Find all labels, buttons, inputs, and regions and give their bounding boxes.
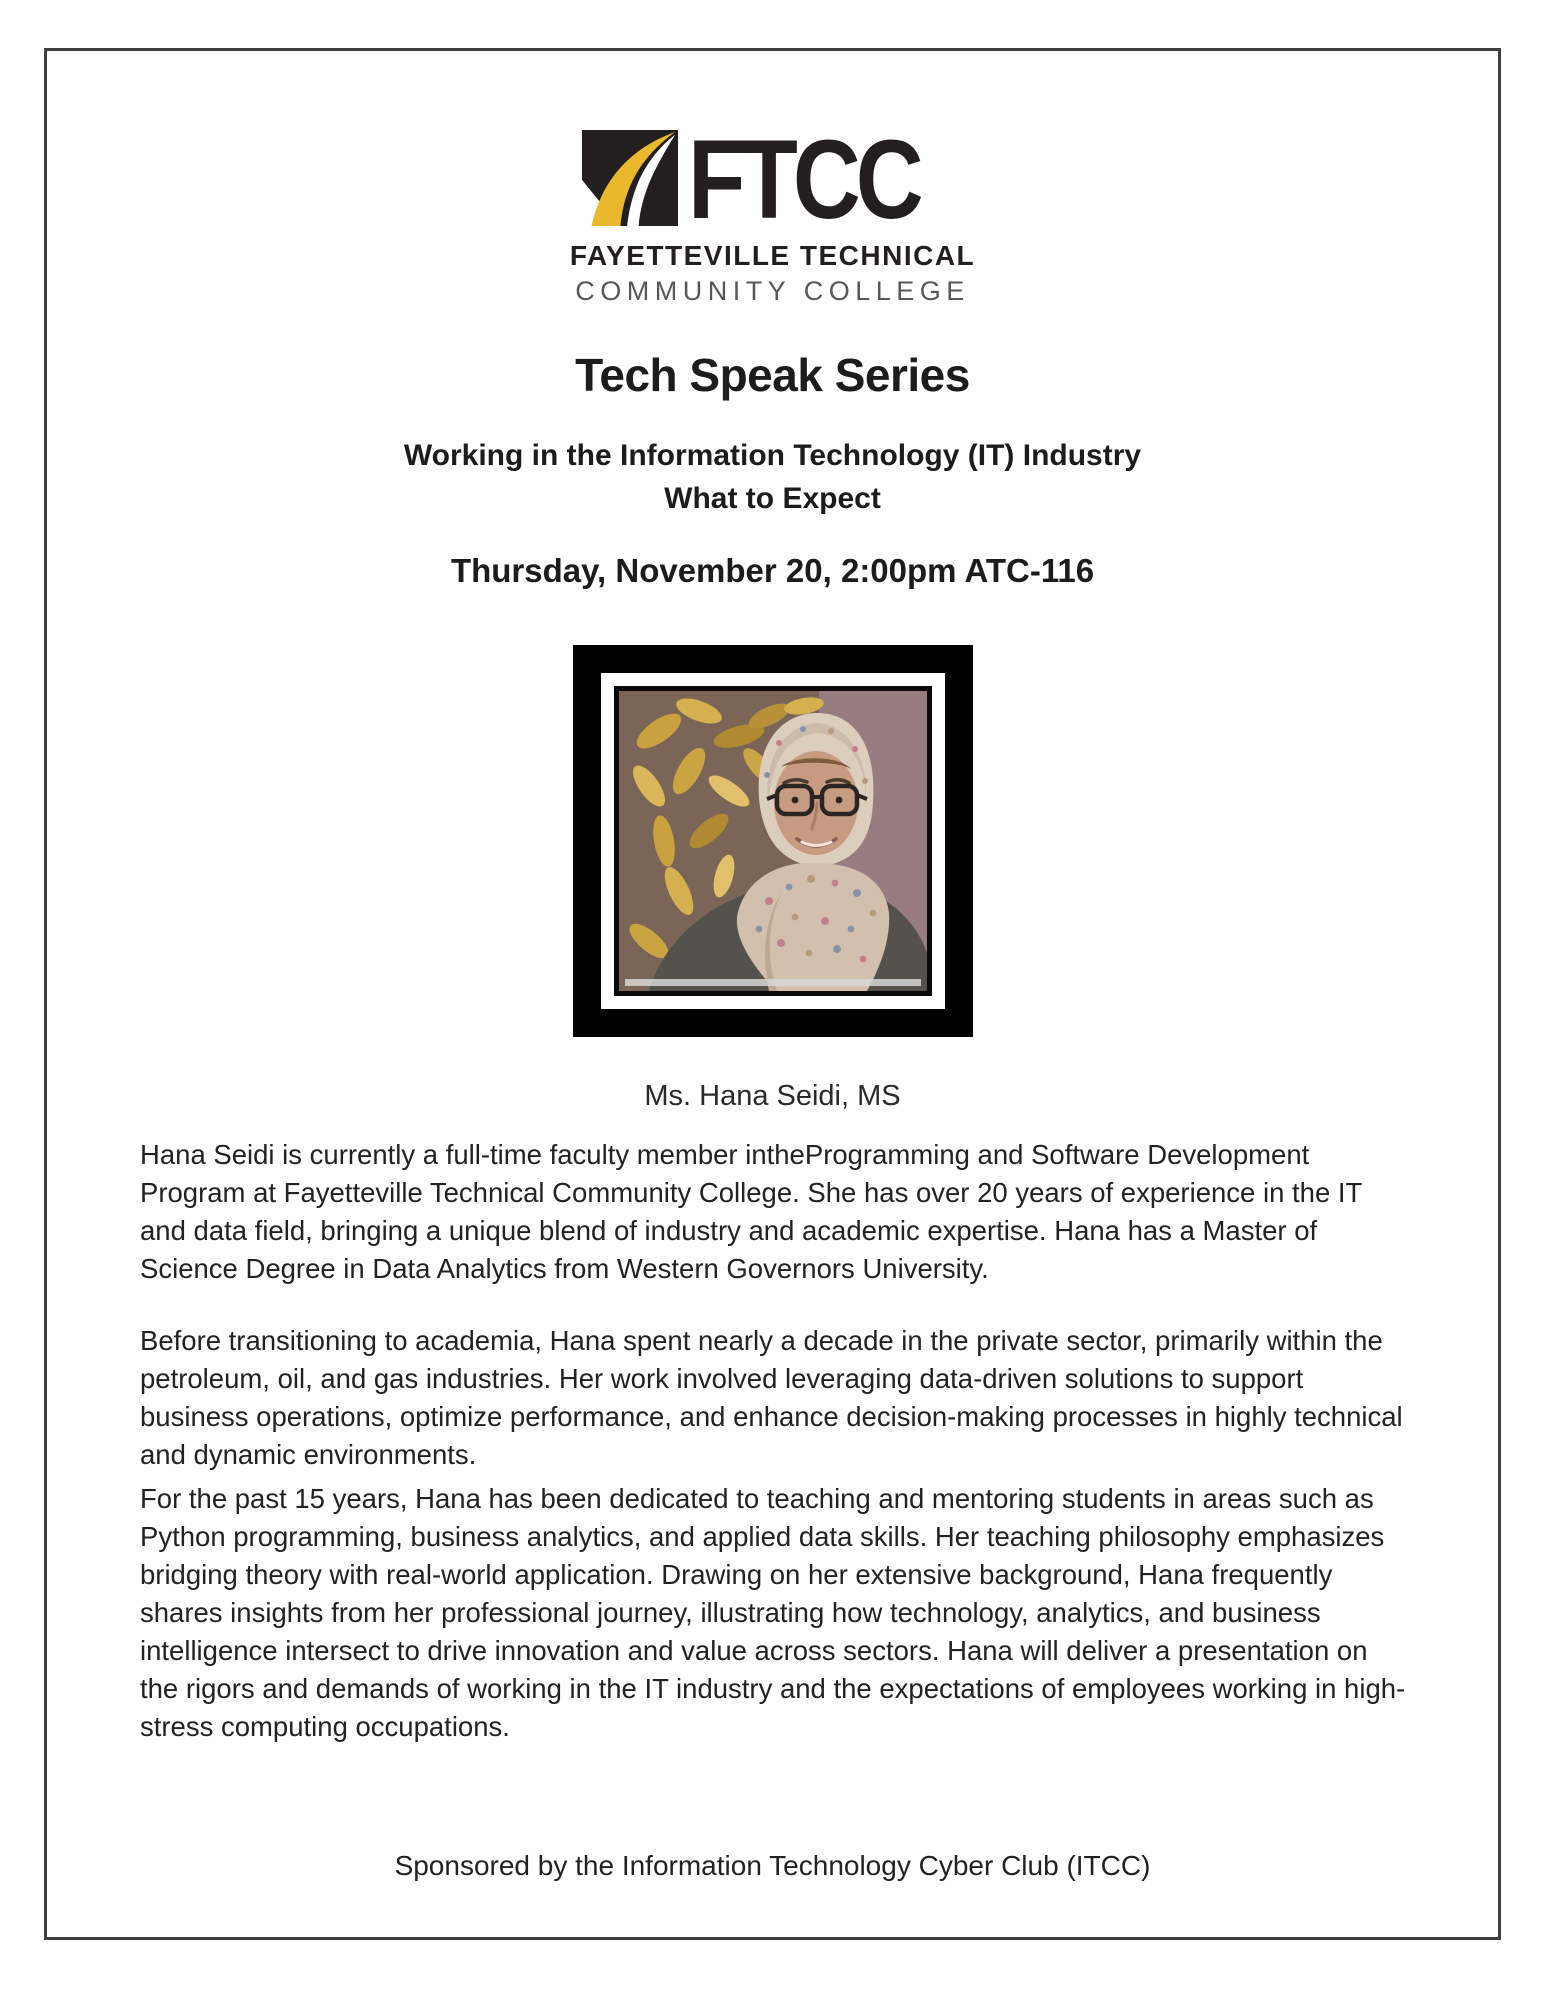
logo-college-name-line1: FAYETTEVILLE TECHNICAL <box>569 240 976 271</box>
ftcc-logo-mark-icon <box>582 130 678 226</box>
page-title: Tech Speak Series <box>575 349 970 401</box>
speaker-bio <box>140 1136 1412 1746</box>
bio-paragraph-1: Hana Seidi is currently a full-time faculty member intheProgramming and Software Development Program at Fayetteville Technical Community College. She has over 20 years of experience in the IT and data field, bringing a unique blend of industry and academic expertise. Hana has a Master of Science Degree in Data Analytics from Western Governors University. <box>140 1139 1362 1284</box>
speaker-photo-mat <box>601 673 945 1009</box>
ftcc-logo <box>0 117 1545 307</box>
speaker-portrait-illustration <box>619 691 927 991</box>
logo-college-name-line2: COMMUNITY COLLEGE <box>575 276 970 306</box>
speaker-name-caption: Ms. Hana Seidi, MS <box>644 1080 901 1112</box>
ftcc-logo-acronym: FTCC <box>688 117 919 242</box>
speaker-photo-frame <box>573 645 973 1037</box>
event-datetime: Thursday, November 20, 2:00pm ATC-116 <box>450 552 1095 589</box>
bio-paragraph-3: For the past 15 years, Hana has been dedicated to teaching and mentoring students in areas such as Python programming, business analytics, and applied data skills. Her teaching philosophy emphasizes bridging theory with real-world application. Drawing on her extensive background, Hana frequently shares insights from her professional journey, illustrating how technology, analytics, and business intelligence intersect to drive innovation and value across sectors. Hana will deliver a presentation on the rigors and demands of working in the IT industry and the expectations of employees working in high-stress computing occupations. <box>140 1483 1406 1742</box>
event-subtitle-line2: What to Expect <box>664 482 881 515</box>
event-subtitle <box>0 434 1545 520</box>
speaker-photo <box>614 686 932 996</box>
bio-paragraph-2: Before transitioning to academia, Hana spent nearly a decade in the private sector, primarily within the petroleum, oil, and gas industries. Her work involved leveraging data-driven solutions to support business operations, optimize performance, and enhance decision-making processes in highly technical and dynamic environments. <box>140 1325 1403 1470</box>
sponsor-footer: Sponsored by the Information Technology Cyber Club (ITCC) <box>394 1850 1151 1881</box>
event-subtitle-line1: Working in the Information Technology (IT) Industry <box>403 439 1142 472</box>
ftcc-logo-row <box>582 117 963 242</box>
